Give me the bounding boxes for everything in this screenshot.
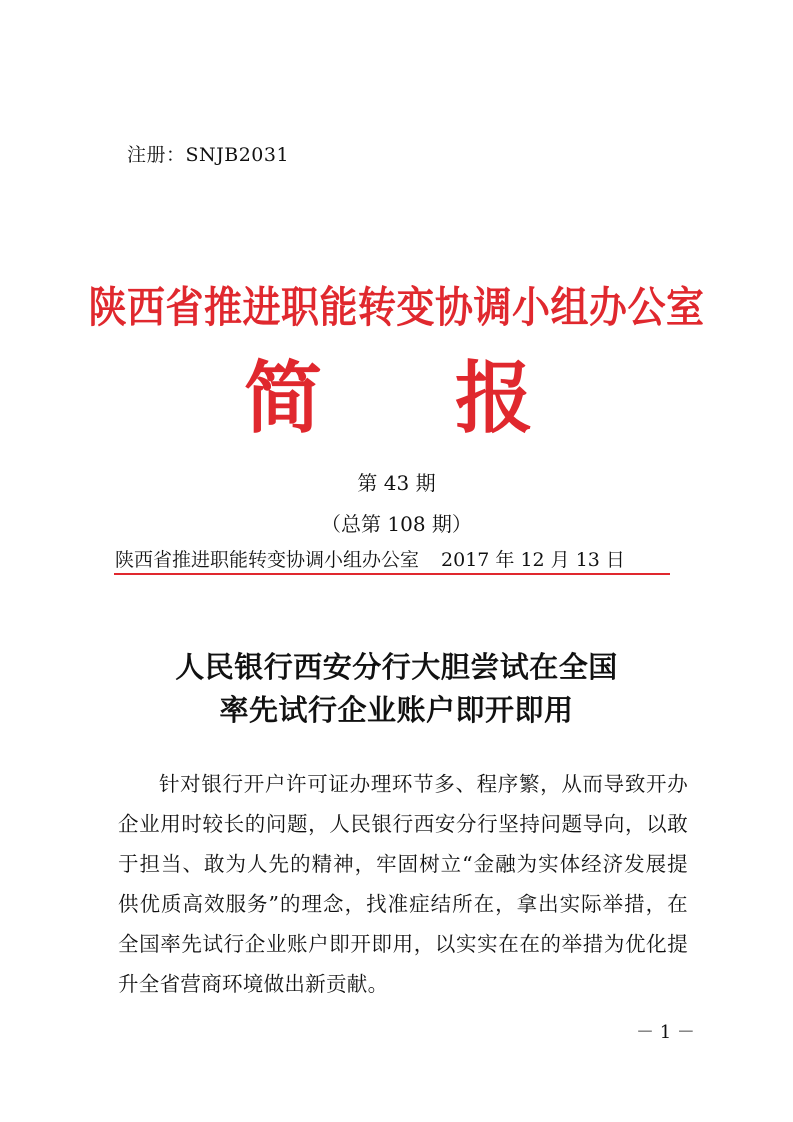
page-number: － 1 － bbox=[636, 1022, 695, 1043]
issuer-name: 陕西省推进职能转变协调小组办公室 bbox=[115, 549, 420, 571]
issue-date: 2017 年 12 月 13 日 bbox=[441, 549, 625, 571]
article-paragraph: 针对银行开户许可证办理环节多、程序繁，从而导致开办企业用时较长的问题，人民银行西安分行坚持问题导向，以敢于担当、敢为人先的精神，牢固树立“金融为实体经济发展提供优质高效服务”的理念，找准症结所在，拿出实际举措，在全国率先试行企业账户即开即用，以实实在在的举措为优化提升全省营商环境做出新贡献。 bbox=[118, 772, 688, 996]
registration-number: 注册：SNJB2031 bbox=[127, 144, 290, 166]
brief-title-char-1: 简 bbox=[244, 354, 323, 444]
red-divider-line bbox=[114, 573, 670, 575]
issuing-office-title: 陕西省推进职能转变协调小组办公室 bbox=[88, 282, 705, 333]
issue-number: 第 43 期 bbox=[357, 471, 436, 495]
issuer-line bbox=[115, 545, 625, 572]
brief-title-char-2: 报 bbox=[455, 354, 534, 444]
article-headline-line-1: 人民银行西安分行大胆尝试在全国 bbox=[175, 650, 618, 684]
article-headline-line-2: 率先试行企业账户即开即用 bbox=[219, 693, 574, 727]
total-issue-number: （总第 108 期） bbox=[321, 512, 472, 536]
